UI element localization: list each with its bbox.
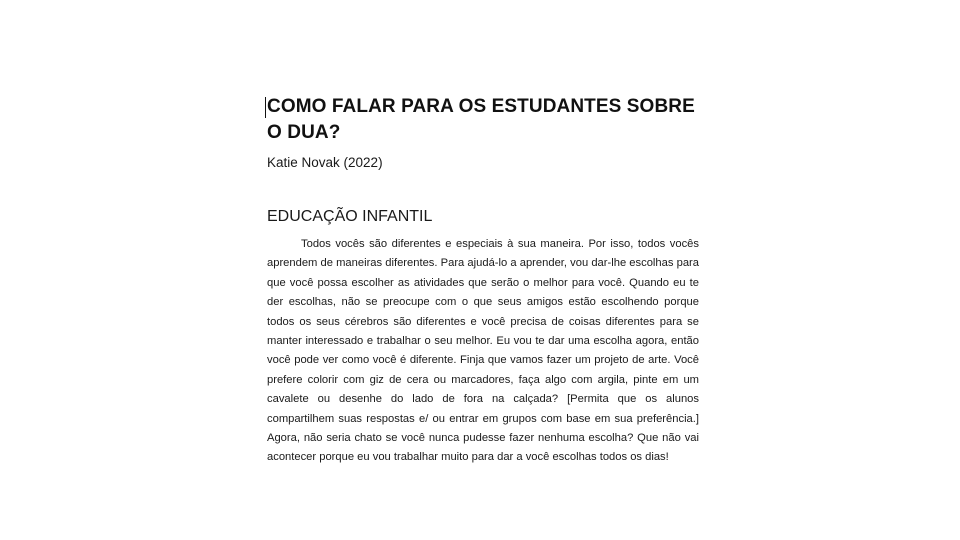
document-title-text[interactable]: COMO FALAR PARA OS ESTUDANTES SOBRE O DUA?	[267, 96, 695, 143]
body-paragraph[interactable]: Todos vocês são diferentes e especiais à sua maneira. Por isso, todos vocês aprendem de maneiras diferentes. Para ajudá-lo a aprender, vou dar-lhe escolhas para que você possa escolher as atividades que serão o melhor para você. Quando eu te der escolhas, não se preocupe com o que seus amigos estão escolhendo porque todos os seus cérebros são diferentes e você precisa de coisas diferentes para se manter interessado e trabalhar o seu melhor. Eu vou te dar uma escolha agora, então você pode ver como você é diferente. Finja que vamos fazer um projeto de arte. Você prefere colorir com giz de cera ou marcadores, faça algo com argila, pinte em um cavalete ou desenhe do lado de fora na calçada? [Permita que os alunos compartilhem suas respostas e/ ou entrar em grupos com base em sua preferência.] Agora, não seria chato se você nunca pudesse fazer nenhuma escolha? Que não vai acontecer porque eu vou trabalhar muito para dar a você escolhas todos os dias!	[267, 238, 699, 464]
section-heading[interactable]: EDUCAÇÃO INFANTIL	[267, 208, 433, 225]
document-title[interactable]	[267, 94, 699, 146]
author-line[interactable]: Katie Novak (2022)	[267, 155, 383, 170]
text-cursor	[265, 97, 266, 118]
document-content[interactable]	[267, 94, 699, 468]
